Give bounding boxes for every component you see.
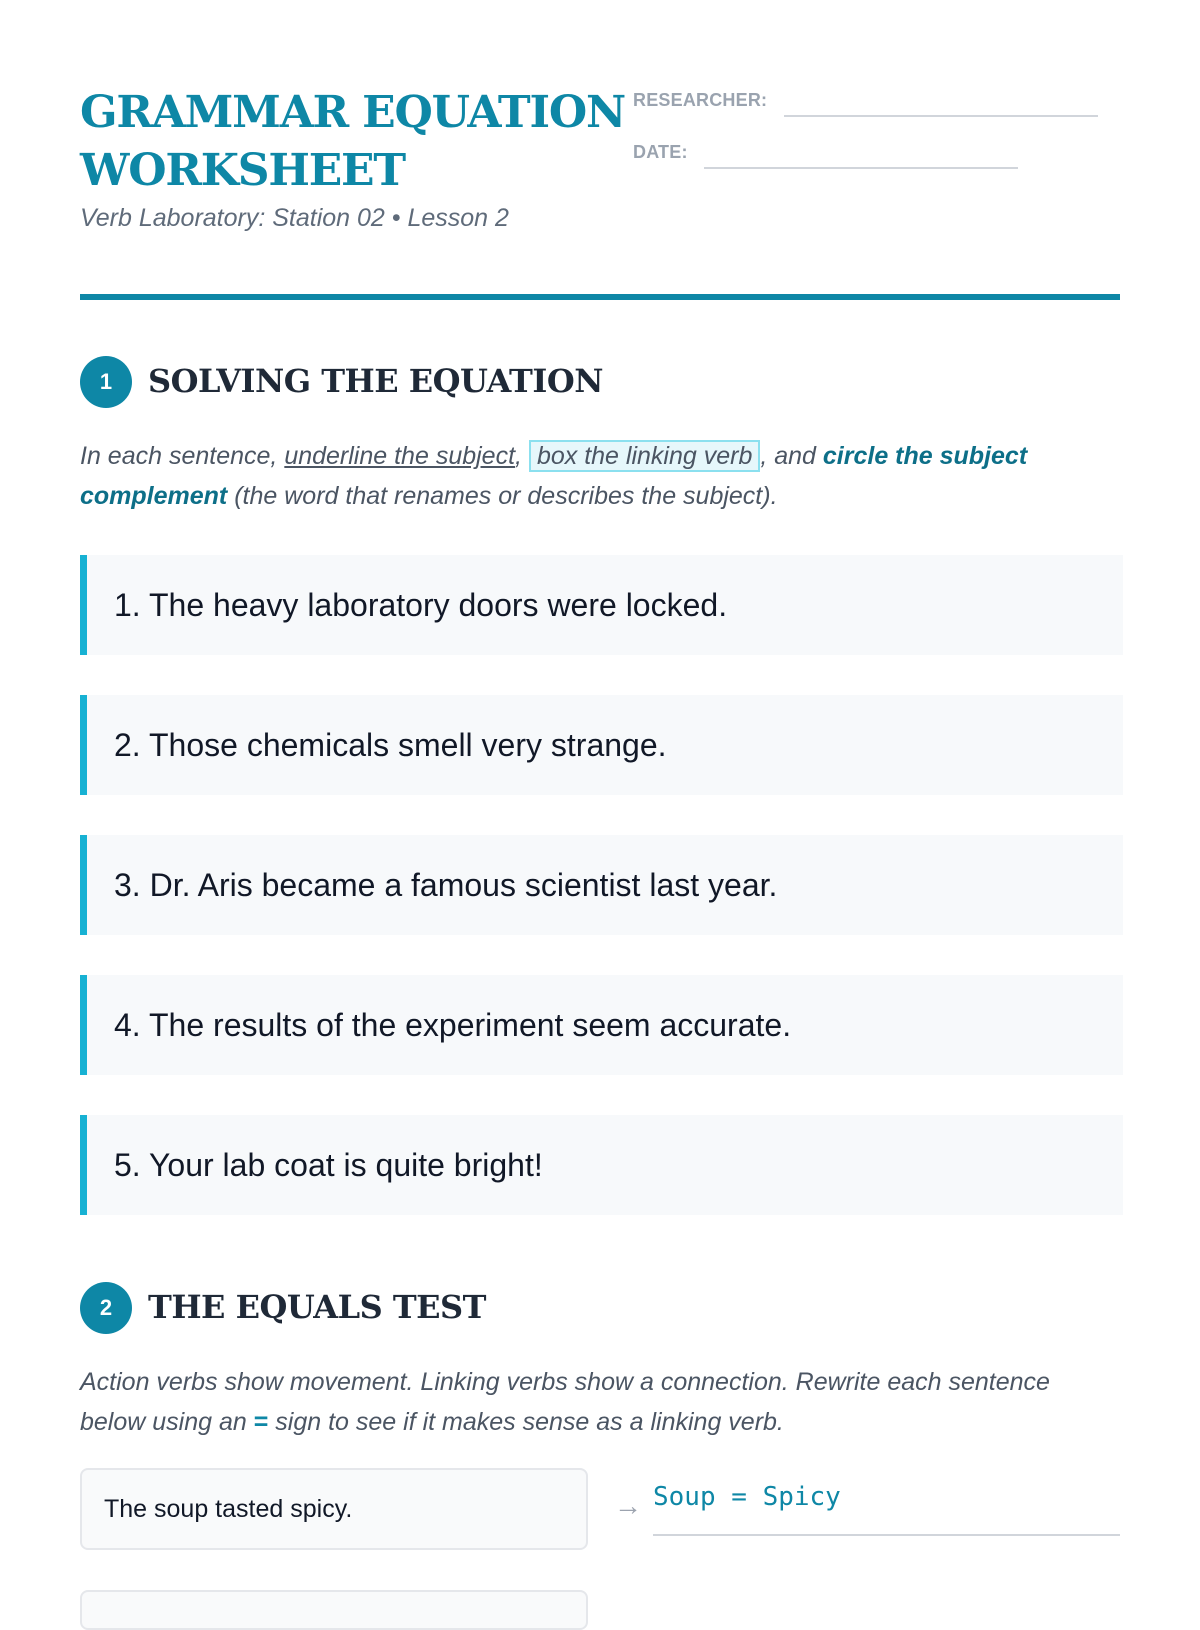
sentence-item[interactable]: 1. The heavy laboratory doors were locked. — [80, 555, 1123, 655]
date-field[interactable] — [704, 167, 1018, 169]
page-title: GRAMMAR EQUATION WORKSHEET — [80, 87, 626, 196]
underline-example: underline the subject — [284, 442, 516, 470]
test-sentence-box: The soup tasted spicy. — [80, 1468, 588, 1550]
section-2-title: THE EQUALS TEST — [148, 1288, 486, 1326]
section-1-header — [80, 356, 1120, 408]
researcher-field[interactable] — [784, 115, 1098, 117]
circle-example: circle the subject complement — [80, 442, 1028, 510]
section-1-number-badge: 1 — [80, 356, 132, 408]
page-subtitle: Verb Laboratory: Station 02 • Lesson 2 — [80, 204, 509, 232]
answer-field[interactable]: Soup = Spicy — [653, 1468, 1120, 1536]
sentence-item[interactable]: 2. Those chemicals smell very strange. — [80, 695, 1123, 795]
arrow-right-icon: → — [614, 1490, 642, 1521]
sentence-item[interactable]: 3. Dr. Aris became a famous scientist last year. — [80, 835, 1123, 935]
section-2-instructions: Action verbs show movement. Linking verbs show a connection. Rewrite each sentence below using an = sign to see if it makes sense as a linking verb. — [80, 1368, 1050, 1436]
sentence-list — [80, 555, 1123, 1255]
date-label: DATE: — [633, 142, 688, 162]
section-2-header — [80, 1282, 1120, 1334]
next-test-box — [80, 1590, 588, 1630]
boxed-example: box the linking verb — [529, 440, 760, 472]
header-divider — [80, 294, 1120, 300]
equals-test-row — [80, 1468, 1120, 1552]
sentence-item[interactable]: 5. Your lab coat is quite bright! — [80, 1115, 1123, 1215]
worksheet-header — [80, 80, 1120, 240]
equals-sign: = — [253, 1408, 269, 1436]
section-1-title: SOLVING THE EQUATION — [148, 362, 603, 400]
section-1-instructions: In each sentence, underline the subject, box the linking verb , and circle the subject complement (the word that renames or describes the subject). — [80, 442, 1028, 510]
researcher-label: RESEARCHER: — [633, 90, 768, 110]
section-2-number-badge: 2 — [80, 1282, 132, 1334]
sentence-item[interactable]: 4. The results of the experiment seem accurate. — [80, 975, 1123, 1075]
